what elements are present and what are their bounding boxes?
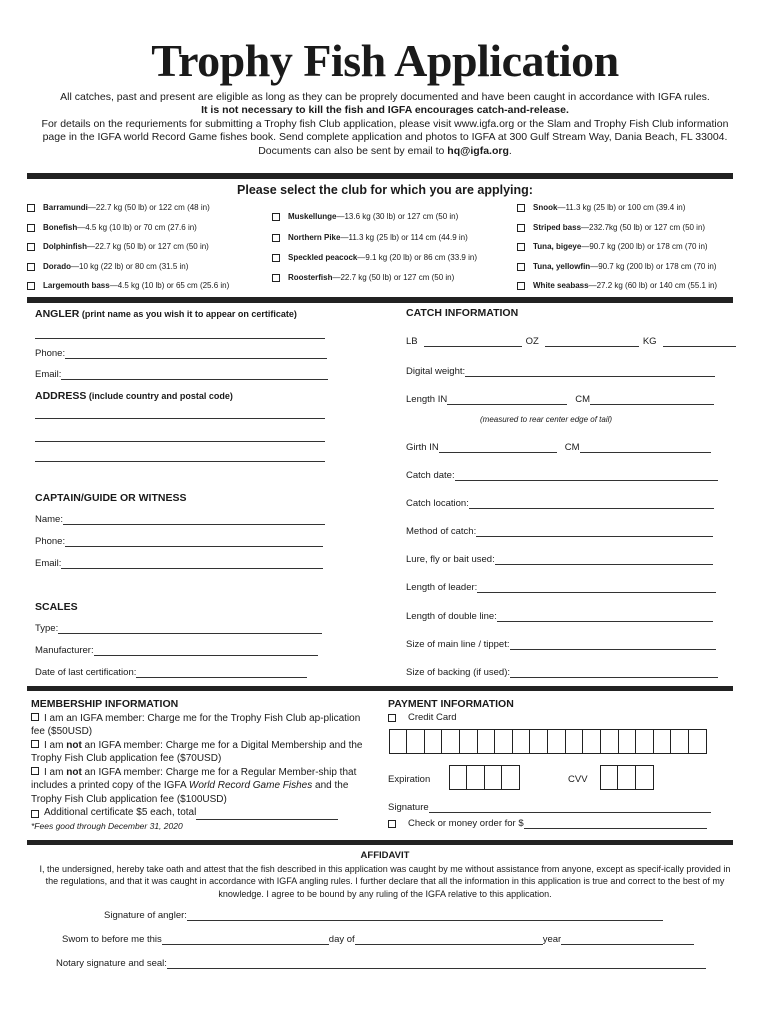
label: Phone:: [35, 536, 66, 547]
lure-input[interactable]: [495, 555, 713, 565]
affidavit-text: I, the undersigned, hereby take oath and attest that the fish described in this application was caught by me without assistance from anyone, except as specif-ically provided in the regulations, and that it was caught in accordance with IGFA angling rules. I further declare that all the information in this application is true and correct to the best of my knowledge. I agree to be bound by any ruling of the IGFA relative to this application.: [39, 864, 731, 899]
length-note: (measured to rear center edge of tail): [480, 415, 613, 424]
label: day of: [328, 934, 355, 945]
digital-weight-field[interactable]: [406, 366, 715, 377]
checkbox[interactable]: [517, 263, 525, 271]
card-digit-box[interactable]: [459, 729, 478, 754]
checkbox[interactable]: [27, 282, 35, 290]
card-digit-box[interactable]: [477, 729, 496, 754]
weight-field[interactable]: [406, 336, 736, 347]
exp-digit-box[interactable]: [501, 765, 520, 790]
club-detail: —11.3 kg (25 lb) or 100 cm (39.4 in): [557, 203, 686, 212]
label: Check or money order for $: [408, 818, 524, 829]
divider-clubs: [27, 297, 733, 303]
club-detail: —22.7 kg (50 lb) or 127 cm (50 in): [87, 242, 209, 251]
option-text: an IGFA member: Charge me for a Regular Member-ship that includes a printed copy of the IGFA: [31, 766, 357, 791]
oz-input[interactable]: [545, 337, 639, 347]
label: Size of main line / tippet:: [406, 639, 510, 650]
angler-heading-text: ANGLER: [35, 308, 80, 320]
membership-option-4[interactable]: [31, 806, 376, 820]
membership-section: [31, 698, 376, 833]
label: Signature of angler:: [104, 910, 187, 921]
club-detail: —9.1 kg (20 lb) or 86 cm (33.9 in): [357, 253, 477, 262]
club-name: Dorado: [43, 262, 71, 271]
option-emphasis: not: [66, 766, 82, 778]
label: CM: [564, 442, 580, 453]
lb-input[interactable]: [424, 337, 522, 347]
intro-line-1: All catches, past and present are eligible as long as they can be proprely documented and have been caught in accordance with IGFA rules.: [60, 91, 710, 103]
club-detail: —90.7 kg (200 lb) or 178 cm (70 in): [590, 262, 717, 271]
intro-email-suffix: .: [508, 144, 512, 157]
backing-field[interactable]: [406, 667, 718, 678]
book-title: World Record Game Fishes: [188, 780, 313, 791]
label: year: [542, 934, 562, 945]
club-name: Dolphinfish: [43, 242, 87, 251]
label: Length of leader:: [406, 582, 478, 593]
card-digit-box[interactable]: [670, 729, 689, 754]
club-name: Tuna, yellowfin: [533, 262, 591, 271]
sworn-year-input[interactable]: [561, 935, 694, 945]
expiration-label: Expiration: [388, 774, 431, 785]
length-field[interactable]: [406, 394, 714, 405]
label: Girth IN: [406, 442, 439, 453]
digital-weight-input[interactable]: [465, 367, 715, 377]
captain-name-input[interactable]: [63, 515, 325, 525]
label: Catch location:: [406, 498, 469, 509]
leader-field[interactable]: [406, 582, 716, 593]
checkbox[interactable]: [517, 282, 525, 290]
label: Length of double line:: [406, 611, 497, 622]
address-heading-note: (include country and postal code): [86, 391, 233, 401]
checkbox[interactable]: [272, 234, 280, 242]
angler-phone-input[interactable]: [65, 349, 327, 359]
cvv-digit-box[interactable]: [635, 765, 654, 790]
label: Digital weight:: [406, 366, 466, 377]
card-digit-box[interactable]: [653, 729, 672, 754]
club-name: Northern Pike: [288, 233, 341, 242]
membership-heading: MEMBERSHIP INFORMATION: [31, 698, 179, 710]
club-name: Striped bass: [533, 223, 582, 232]
captain-email-field[interactable]: [35, 558, 323, 569]
scales-type-input[interactable]: [58, 624, 322, 634]
label: Phone:: [35, 348, 66, 359]
option-text: I am: [44, 766, 67, 778]
label: KG: [642, 336, 657, 347]
checkbox[interactable]: [517, 243, 525, 251]
main-line-input[interactable]: [510, 640, 716, 650]
card-digit-box[interactable]: [441, 729, 460, 754]
address-heading: [35, 390, 233, 402]
intro-line-3: For details on the requriements for submitting a Trophy fish Club application, please visit www.igfa.org or the Slam and Trophy Fish Club information page in the IGFA world Record Game fishes book. Send complete application and photos to IGFA at 300 Gulf Stream Way, Dania Beach, FL 33004.: [41, 117, 729, 144]
checkbox[interactable]: [27, 263, 35, 271]
label: Date of last certification:: [35, 667, 137, 678]
club-detail: —22.7 kg (50 lb) or 122 cm (48 in): [87, 203, 210, 212]
cvv-label: CVV: [568, 774, 588, 785]
club-name: Roosterfish: [288, 273, 333, 282]
club-option[interactable]: [27, 203, 210, 212]
card-digit-box[interactable]: [494, 729, 513, 754]
kg-input[interactable]: [663, 337, 736, 347]
club-option[interactable]: [517, 223, 705, 232]
label: Signature: [388, 802, 429, 813]
checkbox[interactable]: [517, 224, 525, 232]
checkbox[interactable]: [272, 213, 280, 221]
checkbox[interactable]: [388, 820, 396, 828]
angler-email-input[interactable]: [61, 370, 328, 380]
label: CM: [575, 394, 590, 405]
intro-line-4: [40, 145, 730, 158]
option-text: Additional certificate $5 each, total: [44, 807, 197, 818]
label: Name:: [35, 514, 63, 525]
exp-digit-box[interactable]: [449, 765, 468, 790]
backing-input[interactable]: [510, 668, 718, 678]
checkbox[interactable]: [31, 713, 39, 721]
club-detail: —10 kg (22 lb) or 80 cm (31.5 in): [71, 262, 189, 271]
scales-manufacturer-input[interactable]: [94, 646, 318, 656]
angler-heading-note: (print name as you wish it to appear on certificate): [79, 309, 297, 319]
checkbox[interactable]: [31, 767, 39, 775]
club-detail: —11.3 kg (25 lb) or 114 cm (44.9 in): [340, 233, 468, 242]
option-text: I am: [44, 739, 67, 751]
checkbox[interactable]: [27, 204, 35, 212]
checkbox[interactable]: [27, 224, 35, 232]
checkbox[interactable]: [272, 274, 280, 282]
card-digit-box[interactable]: [618, 729, 637, 754]
option-text: I am an IGFA member: Charge me for the Trophy Fish Club ap-plication fee ($50USD): [31, 712, 361, 737]
label: Catch date:: [406, 470, 455, 481]
main-line-field[interactable]: [406, 639, 716, 650]
label: Swom to before me this: [62, 934, 162, 945]
club-name: Tuna, bigeye: [533, 242, 582, 251]
label: Length IN: [406, 394, 448, 405]
exp-digit-box[interactable]: [484, 765, 503, 790]
divider-top: [27, 173, 733, 179]
label: Manufacturer:: [35, 645, 94, 656]
membership-option-2[interactable]: [31, 739, 376, 766]
check-amount-input[interactable]: [524, 819, 707, 829]
notary-input[interactable]: [167, 959, 706, 969]
double-line-field[interactable]: [406, 611, 713, 622]
card-digit-box[interactable]: [600, 729, 619, 754]
intro-email[interactable]: hq@igfa.org: [447, 144, 509, 157]
checkbox[interactable]: [388, 714, 396, 722]
label: Lure, fly or bait used:: [406, 554, 495, 565]
scales-manufacturer-field[interactable]: [35, 645, 318, 656]
cvv-boxes[interactable]: [601, 765, 654, 790]
card-digit-box[interactable]: [688, 729, 707, 754]
club-name: Muskellunge: [288, 212, 337, 221]
address-line-2-input[interactable]: [35, 432, 325, 442]
label: OZ: [525, 336, 539, 347]
angler-name-input[interactable]: [35, 329, 325, 339]
captain-name-field[interactable]: [35, 514, 325, 525]
check-option[interactable]: [388, 818, 707, 829]
club-option[interactable]: [272, 233, 468, 242]
captain-email-input[interactable]: [61, 559, 323, 569]
label: Email:: [35, 558, 62, 569]
card-digit-box[interactable]: [635, 729, 654, 754]
sworn-date-input[interactable]: [162, 935, 329, 945]
card-digit-box[interactable]: [389, 729, 408, 754]
club-detail: —4.5 kg (10 lb) or 65 cm (25.6 in): [109, 281, 230, 290]
club-detail: —232.7kg (50 lb) or 127 cm (50 in): [581, 223, 706, 232]
girth-field[interactable]: [406, 442, 711, 453]
club-detail: —4.5 kg (10 lb) or 70 cm (27.6 in): [77, 223, 197, 232]
catch-heading: CATCH INFORMATION: [406, 307, 519, 319]
club-detail: —27.2 kg (60 lb) or 140 cm (55.1 in): [588, 281, 718, 290]
angler-signature-field[interactable]: [104, 910, 663, 921]
payment-heading: PAYMENT INFORMATION: [388, 698, 514, 710]
sworn-month-input[interactable]: [355, 935, 543, 945]
card-digit-box[interactable]: [547, 729, 566, 754]
club-name: White seabass: [533, 281, 589, 290]
catch-date-input[interactable]: [455, 471, 718, 481]
checkbox[interactable]: [272, 254, 280, 262]
card-digit-box[interactable]: [529, 729, 548, 754]
angler-signature-input[interactable]: [187, 911, 663, 921]
exp-digit-box[interactable]: [466, 765, 485, 790]
angler-phone-field[interactable]: [35, 348, 327, 359]
label: Credit Card: [408, 712, 457, 723]
address-line-3-input[interactable]: [35, 452, 325, 462]
option-text: and the Trophy Fish Club application fee ($100USD): [31, 780, 349, 805]
card-digit-box[interactable]: [582, 729, 601, 754]
club-name: Largemouth bass: [43, 281, 110, 290]
card-digit-box[interactable]: [424, 729, 443, 754]
cvv-digit-box[interactable]: [600, 765, 619, 790]
label: LB: [406, 336, 418, 347]
club-option[interactable]: [27, 281, 229, 290]
credit-card-option[interactable]: [388, 712, 457, 723]
catch-date-field[interactable]: [406, 470, 718, 481]
checkbox[interactable]: [31, 740, 39, 748]
cvv-digit-box[interactable]: [617, 765, 636, 790]
card-digit-box[interactable]: [512, 729, 531, 754]
signature-field[interactable]: [388, 802, 711, 813]
card-digit-box[interactable]: [565, 729, 584, 754]
club-detail: —13.6 kg (30 lb) or 127 cm (50 in): [336, 212, 459, 221]
fee-note: *Fees good through December 31, 2020: [31, 820, 183, 831]
intro-line-2: It is not necessary to kill the fish and IGFA encourages catch-and-release.: [201, 104, 569, 117]
club-name: Barramundi: [43, 203, 88, 212]
club-option[interactable]: [517, 262, 716, 271]
club-option[interactable]: [27, 242, 209, 251]
club-name: Snook: [533, 203, 558, 212]
girth-cm-input[interactable]: [580, 443, 711, 453]
method-field[interactable]: [406, 526, 713, 537]
club-heading: Please select the club for which you are applying:: [237, 183, 533, 197]
scales-heading: SCALES: [35, 601, 78, 613]
club-option[interactable]: [27, 262, 188, 271]
captain-phone-input[interactable]: [65, 537, 323, 547]
club-option[interactable]: [27, 223, 197, 232]
club-detail: —22.7 kg (50 lb) or 127 cm (50 in): [332, 273, 455, 282]
club-option[interactable]: [272, 273, 454, 282]
lure-field[interactable]: [406, 554, 713, 565]
club-option[interactable]: [272, 253, 477, 262]
additional-total-input[interactable]: [196, 810, 338, 820]
girth-in-input[interactable]: [439, 443, 557, 453]
intro-text: [40, 91, 730, 158]
label: Method of catch:: [406, 526, 477, 537]
divider-bottom: [27, 840, 733, 845]
address-line-1-input[interactable]: [35, 409, 325, 419]
method-input[interactable]: [476, 527, 713, 537]
club-name: Bonefish: [43, 223, 78, 232]
club-option[interactable]: [517, 242, 708, 251]
scales-type-field[interactable]: [35, 623, 322, 634]
angler-heading: [35, 308, 297, 320]
checkbox[interactable]: [27, 243, 35, 251]
membership-option-3[interactable]: [31, 766, 376, 807]
double-line-input[interactable]: [497, 612, 713, 622]
label: Size of backing (if used):: [406, 667, 511, 678]
captain-heading: CAPTAIN/GUIDE OR WITNESS: [35, 492, 187, 504]
leader-input[interactable]: [477, 583, 716, 593]
divider-middle: [27, 686, 733, 691]
scales-cert-field[interactable]: [35, 667, 307, 678]
checkbox[interactable]: [31, 810, 39, 818]
page-title: Trophy Fish Application: [151, 35, 619, 86]
length-in-input[interactable]: [447, 395, 567, 405]
club-name: Speckled peacock: [288, 253, 358, 262]
checkbox[interactable]: [517, 204, 525, 212]
length-cm-input[interactable]: [590, 395, 714, 405]
affidavit-heading: AFFIDAVIT: [360, 850, 410, 861]
catch-location-input[interactable]: [469, 499, 714, 509]
option-emphasis: not: [66, 739, 82, 751]
intro-email-prefix: Documents can also be sent by email to: [258, 144, 448, 157]
sworn-field[interactable]: [62, 934, 694, 945]
club-option[interactable]: [272, 212, 458, 221]
angler-email-field[interactable]: [35, 369, 328, 380]
club-option[interactable]: [517, 203, 685, 212]
address-heading-text: ADDRESS: [35, 390, 87, 402]
label: Notary signature and seal:: [56, 958, 167, 969]
captain-phone-field[interactable]: [35, 536, 323, 547]
option-text: an IGFA member: Charge me for a Digital Membership and the Trophy Fish Club application fee ($70USD): [31, 739, 363, 764]
label: Email:: [35, 369, 62, 380]
catch-location-field[interactable]: [406, 498, 714, 509]
label: Type:: [35, 623, 59, 634]
membership-option-1[interactable]: [31, 712, 376, 739]
scales-cert-input[interactable]: [136, 668, 307, 678]
signature-input[interactable]: [429, 803, 711, 813]
card-number-boxes[interactable]: [390, 729, 707, 754]
club-detail: —90.7 kg (200 lb) or 178 cm (70 in): [581, 242, 708, 251]
expiration-boxes[interactable]: [450, 765, 520, 790]
notary-field[interactable]: [56, 958, 706, 969]
club-option[interactable]: [517, 281, 717, 290]
card-digit-box[interactable]: [406, 729, 425, 754]
